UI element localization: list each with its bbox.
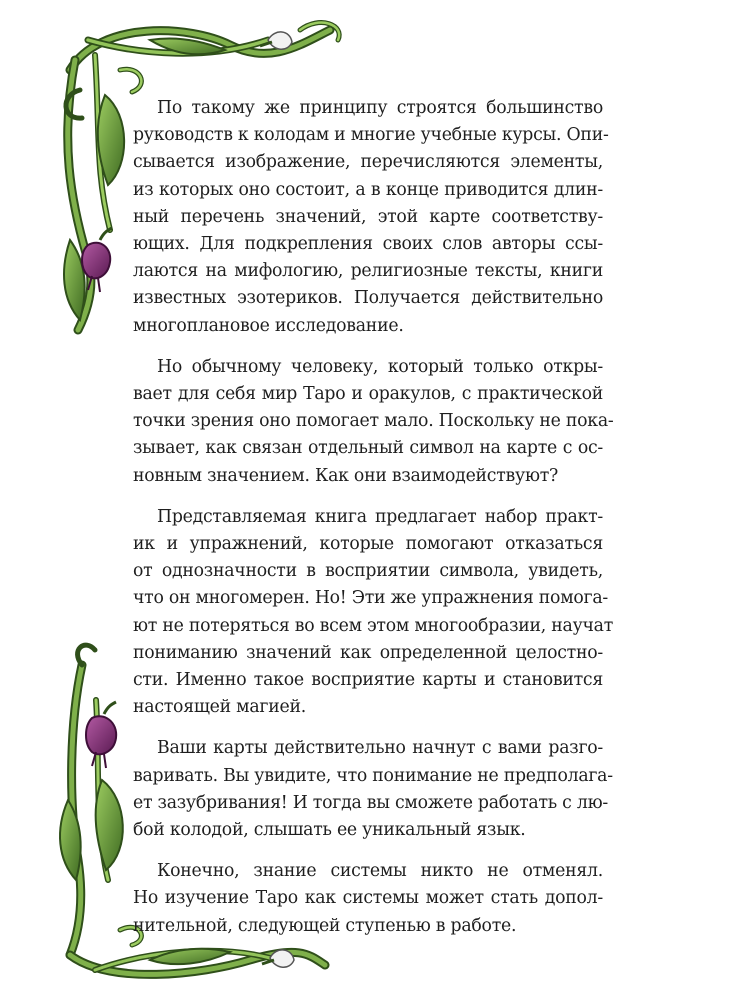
text-line: ик и упражнений, которые помогают отказаться [133,534,603,555]
leaf-icon [96,780,123,870]
text-line: новным значением. Как они взаимодействуют? [133,465,559,486]
text-line: руководств к колодам и многие учебные курсы. Опи- [133,125,609,146]
text-line: ный перечень значений, этой карте соответству- [133,206,603,227]
text-line: что он многомерен. Но! Эти же упражнения помога- [133,588,608,609]
text-line: из которых оно состоит, а в конце приводится длин- [133,179,603,200]
text-line: сти. Именно такое восприятие карты и становится [133,670,603,691]
text-line: Ваши карты действительно начнут с вами разго- [157,738,603,759]
text-line: Но обычному человеку, который только откры- [157,356,603,377]
text-line: бой колодой, слышать ее уникальный язык. [133,820,526,841]
text-line: По такому же принципу строятся большинство [157,98,603,118]
text-line: Конечно, знание системы никто не отменял. [157,861,603,882]
text-line: варивать. Вы увидите, что понимание не предполага- [133,765,613,786]
text-line: лаются на мифологию, религиозные тексты, книги [133,261,603,282]
text-line: известных эзотериков. Получается действительно [133,288,603,309]
text-line: многоплановое исследование. [133,315,404,336]
text-line: ют не потеряться во всем этом многообразии, научат [133,615,614,636]
text-line: Но изучение Таро как системы может стать допол- [133,888,603,909]
text-line: точки зрения оно помогает мало. Поскольку не пока- [133,411,614,432]
text-line: настоящей магией. [133,697,306,718]
text-line: от однозначности в восприятии символа, увидеть, [133,561,603,582]
text-line: ет зазубривания! И тогда вы сможете работать с лю- [133,792,608,813]
leaf-icon [60,800,81,880]
text-line: зывает, как связан отдельный символ на карте с ос- [133,438,603,459]
paragraph [133,95,609,340]
text-line: Представляемая книга предлагает набор практ- [157,506,603,527]
paragraph [133,354,614,490]
text-line: пониманию значений как определенной целостно- [133,642,603,663]
paragraph [133,504,614,722]
paragraph [133,858,603,940]
text-line: вает для себя мир Таро и оракулов, с практической [133,384,603,405]
body-text [133,95,614,954]
paragraph [133,735,613,844]
text-line: сывается изображение, перечисляются элементы, [133,152,603,173]
purple-flower-icon [86,702,116,768]
text-line: нительной, следующей ступенью в работе. [133,915,517,936]
text-line: ющих. Для подкрепления своих слов авторы ссы- [133,234,603,255]
